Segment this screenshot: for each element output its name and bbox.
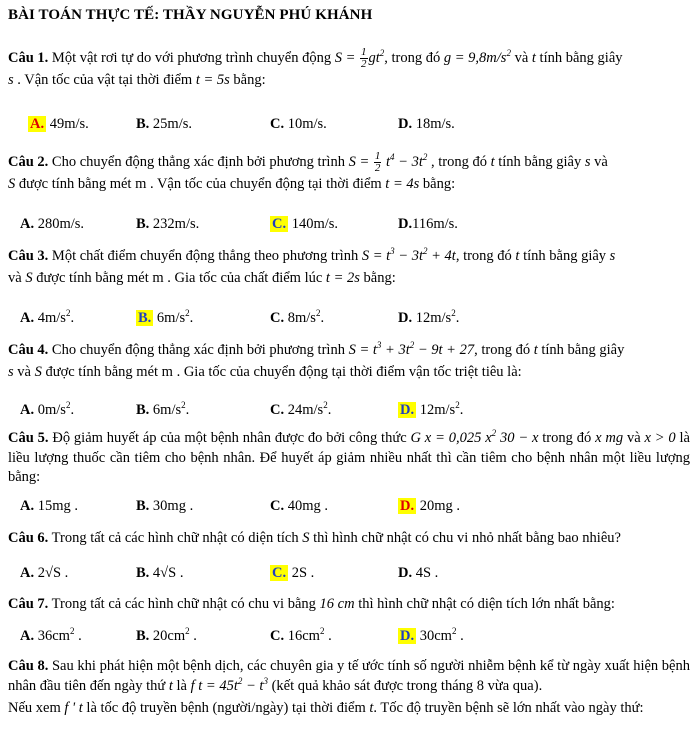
- option-c[interactable]: C. $24m/s^2$.: [270, 400, 332, 418]
- equation: S = $\frac{1}{2}$ $gt^2$: [334, 46, 385, 71]
- option-c[interactable]: C. $16cm^2$ .: [270, 626, 332, 644]
- answer-options: [20, 215, 690, 235]
- option-a[interactable]: A. 280m/s.: [20, 216, 85, 232]
- answer-options: [20, 497, 690, 517]
- answer-options: [20, 309, 690, 329]
- option-b[interactable]: B. $6m/s^2$.: [138, 308, 194, 326]
- question-1: Câu 1. Một vật rơi tự do với phương trình chuyển động S = $\frac{1}{2}$ $gt^2$, trong đó $g = 9,8m/s^2$ và t tính bằng giây s . Vận tốc của vật tại thời điểm t = 5s bằng:: [8, 46, 623, 88]
- option-a[interactable]: A. $4m/s^2$.: [20, 308, 75, 326]
- option-d[interactable]: D. $12m/s^2$.: [400, 400, 464, 418]
- option-d[interactable]: D. $12m/s^2$.: [398, 308, 460, 326]
- option-c[interactable]: C. 40mg .: [270, 498, 329, 514]
- option-d[interactable]: D. $30cm^2$ .: [400, 626, 464, 644]
- question-8: Câu 8. Sau khi phát hiện một bệnh dịch, các chuyên gia y tế ước tính số người nhiễm bệnh kể từ ngày xuất hiện bệnh nhân đầu tiên đến ngày thứ t là f $t = 45t^2 - t^3$ (kết quả khảo sát được trong tháng 8 vừa qua). Nếu xem f ' t là tốc độ truyền bệnh (người/ngày) tại thời điểm t. Tốc độ truyền bệnh sẽ lớn nhất vào ngày thứ:: [8, 658, 690, 717]
- answer-options: [20, 115, 690, 135]
- question-7: Câu 7. Trong tất cả các hình chữ nhật có chu vi bằng 16 cm thì hình chữ nhật có diện tích lớn nhất bằng:: [8, 596, 615, 612]
- question-6: Câu 6. Trong tất cả các hình chữ nhật có diện tích S thì hình chữ nhật có chu vi nhỏ nhất bằng bao nhiêu?: [8, 530, 621, 546]
- option-c[interactable]: C. 2S .: [272, 565, 315, 581]
- question-2: Câu 2. Cho chuyển động thẳng xác định bởi phương trình S = $\frac{1}{2}$ $t^4 - 3t^2$ , trong đó t tính bằng giây s và S được tính bằng mét m . Vận tốc của chuyển động tại thời điểm t = 4s bằng:: [8, 150, 608, 192]
- option-b[interactable]: B. 30mg .: [136, 498, 194, 514]
- question-5: Câu 5. Độ giảm huyết áp của một bệnh nhân được đo bởi công thức G x = 0,025 $x^2$ 30 − x trong đó x mg và x > 0 là liều lượng thuốc cần tiêm cho bệnh nhân. Để huyết áp giảm nhiều nhất thì cần tiêm cho bệnh nhân một liều lượng bằng:: [8, 428, 690, 486]
- option-d[interactable]: D. 18m/s.: [398, 116, 455, 132]
- answer-options: [20, 401, 690, 421]
- document-page: [0, 5, 696, 747]
- page-title: BÀI TOÁN THỰC TẾ: THẦY NGUYỄN PHÚ KHÁNH: [8, 7, 373, 23]
- option-d[interactable]: D.116m/s.: [398, 216, 458, 232]
- answer-options: [20, 627, 690, 647]
- option-a[interactable]: A. $36cm^2$ .: [20, 626, 82, 644]
- question-number: Câu 1.: [8, 50, 49, 66]
- option-b[interactable]: B. $20cm^2$ .: [136, 626, 197, 644]
- option-b[interactable]: B. 25m/s.: [136, 116, 192, 132]
- question-3: Câu 3. Một chất điểm chuyển động thẳng theo phương trình $S = t^3 - 3t^2 + 4t$, trong đó t tính bằng giây s và S được tính bằng mét m . Gia tốc của chất điểm lúc t = 2s bằng:: [8, 246, 616, 286]
- option-b[interactable]: B. $6m/s^2$.: [136, 400, 190, 418]
- option-a[interactable]: A. 15mg .: [20, 498, 79, 514]
- option-b[interactable]: B. 4√S .: [136, 565, 184, 581]
- option-c[interactable]: C. 10m/s.: [270, 116, 327, 132]
- option-d[interactable]: D. 4S .: [398, 565, 439, 581]
- answer-options: [20, 564, 690, 584]
- question-4: Câu 4. Cho chuyển động thẳng xác định bởi phương trình $S = t^3 + 3t^2 - 9t + 27$, trong đó t tính bằng giây s và S được tính bằng mét m . Gia tốc của chuyển động tại thời điểm vận tốc triệt tiêu là:: [8, 340, 625, 380]
- option-c[interactable]: C. 140m/s.: [272, 216, 339, 232]
- option-c[interactable]: C. $8m/s^2$.: [270, 308, 325, 326]
- option-b[interactable]: B. 232m/s.: [136, 216, 200, 232]
- option-a[interactable]: A. 49m/s.: [30, 116, 89, 132]
- option-a[interactable]: A. 2√S .: [20, 565, 69, 581]
- option-a[interactable]: A. $0m/s^2$.: [20, 400, 75, 418]
- option-d[interactable]: D. 20mg .: [400, 498, 461, 514]
